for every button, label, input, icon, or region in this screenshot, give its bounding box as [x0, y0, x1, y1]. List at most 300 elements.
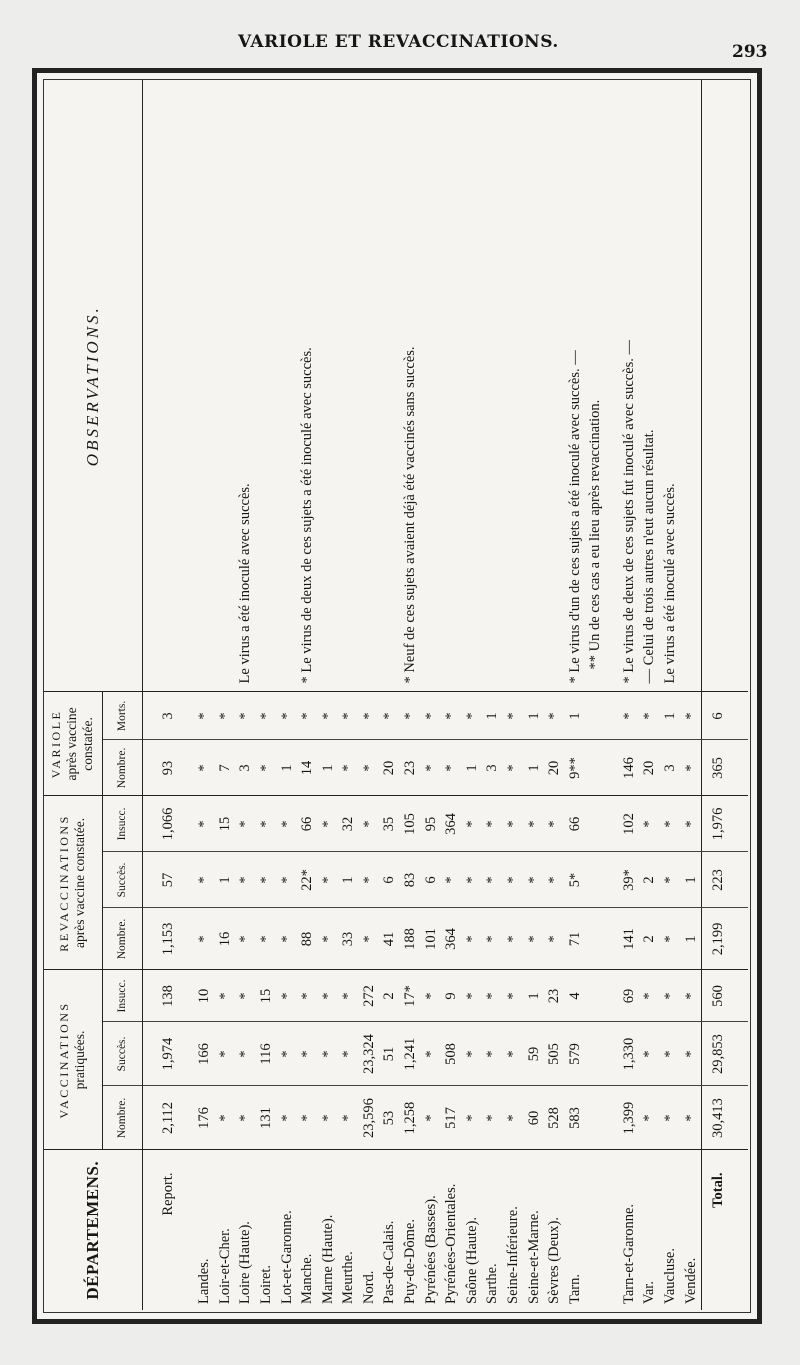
- value-cell: *: [640, 970, 661, 1022]
- value-cell: 14: [297, 740, 318, 796]
- value-cell: *: [503, 692, 524, 740]
- value-cell: *: [483, 796, 504, 852]
- value-cell: 6: [380, 852, 401, 908]
- spacer-row: [735, 80, 748, 1310]
- value-cell: 101: [421, 908, 442, 970]
- value-cell: *: [660, 970, 681, 1022]
- value-cell: 365: [702, 740, 735, 796]
- table-row: [380, 80, 401, 1310]
- value-cell: 505: [544, 1022, 565, 1086]
- value-cell: 138: [156, 970, 182, 1022]
- departement-name: Loir-et-Cher.: [215, 1150, 236, 1310]
- table-row: [503, 80, 524, 1310]
- table-row: [441, 80, 462, 1310]
- value-cell: *: [503, 1086, 524, 1150]
- value-cell: *: [503, 970, 524, 1022]
- value-cell: 3: [483, 740, 504, 796]
- value-cell: *: [681, 740, 702, 796]
- value-cell: *: [215, 692, 236, 740]
- value-cell: *: [462, 796, 483, 852]
- departement-name: Var.: [640, 1150, 661, 1310]
- col-vacc-insucc: Insucc.: [102, 970, 142, 1022]
- value-cell: 66: [565, 796, 586, 852]
- running-head-title: VARIOLE ET REVACCINATIONS.: [238, 32, 559, 52]
- value-cell: 3: [156, 692, 182, 740]
- value-cell: *: [660, 852, 681, 908]
- value-cell: *: [236, 1086, 257, 1150]
- value-cell: 39*: [619, 852, 640, 908]
- value-cell: *: [277, 796, 298, 852]
- value-cell: *: [503, 852, 524, 908]
- value-cell: *: [359, 908, 380, 970]
- table-row: [421, 80, 442, 1310]
- value-cell: 146: [619, 740, 640, 796]
- value-cell: *: [421, 692, 442, 740]
- value-cell: *: [462, 1086, 483, 1150]
- value-cell: 5*: [565, 852, 586, 908]
- observation-cell: [256, 80, 277, 692]
- value-cell: *: [256, 740, 277, 796]
- value-cell: *: [681, 796, 702, 852]
- value-cell: *: [215, 1022, 236, 1086]
- value-cell: 6: [702, 692, 735, 740]
- spacer-row: [182, 80, 195, 1310]
- value-cell: *: [297, 1086, 318, 1150]
- value-cell: 579: [565, 1022, 586, 1086]
- value-cell: 22*: [297, 852, 318, 908]
- value-cell: *: [339, 1022, 360, 1086]
- value-cell: *: [421, 1022, 442, 1086]
- value-cell: 7: [215, 740, 236, 796]
- value-cell: 57: [156, 852, 182, 908]
- value-cell: 51: [380, 1022, 401, 1086]
- value-cell: 1: [660, 692, 681, 740]
- value-cell: *: [380, 692, 401, 740]
- value-cell: 10: [195, 970, 216, 1022]
- observation-cell: * Le virus de deux de ces sujets a été inoculé avec succès.: [297, 80, 318, 692]
- value-cell: *: [195, 692, 216, 740]
- value-cell: *: [359, 796, 380, 852]
- page-number: 293: [732, 42, 768, 62]
- table-row: [524, 80, 545, 1310]
- value-cell: 188: [400, 908, 421, 970]
- value-cell: *: [503, 740, 524, 796]
- departement-name: Puy-de-Dôme.: [400, 1150, 421, 1310]
- value-cell: *: [256, 852, 277, 908]
- value-cell: 1,241: [400, 1022, 421, 1086]
- value-cell: *: [640, 692, 661, 740]
- value-cell: *: [660, 1086, 681, 1150]
- departement-name: Nord.: [359, 1150, 380, 1310]
- value-cell: *: [524, 796, 545, 852]
- value-cell: 17*: [400, 970, 421, 1022]
- value-cell: 131: [256, 1086, 277, 1150]
- value-cell: 1,258: [400, 1086, 421, 1150]
- value-cell: 30,413: [702, 1086, 735, 1150]
- col-revacc-succes: Succès.: [102, 852, 142, 908]
- value-cell: 1: [524, 740, 545, 796]
- observation-cell: [702, 80, 735, 692]
- value-cell: *: [503, 908, 524, 970]
- value-cell: 1: [318, 740, 339, 796]
- value-cell: *: [318, 1022, 339, 1086]
- value-cell: *: [524, 852, 545, 908]
- col-revacc-nombre: Nombre.: [102, 908, 142, 970]
- col-vacc-nombre: Nombre.: [102, 1086, 142, 1150]
- value-cell: *: [256, 796, 277, 852]
- departement-name: Tarn-et-Garonne.: [619, 1150, 640, 1310]
- value-cell: 71: [565, 908, 586, 970]
- departement-name: Sarthe.: [483, 1150, 504, 1310]
- revaccinations-header: REVACCINATIONS après vaccine constatée.: [44, 796, 102, 970]
- value-cell: *: [256, 692, 277, 740]
- value-cell: 35: [380, 796, 401, 852]
- value-cell: 364: [441, 908, 462, 970]
- spacer-row: [142, 80, 156, 1310]
- observation-cell: * Le virus d'un de ces sujets a été inoculé avec succès. —: [565, 80, 586, 692]
- departement-name: Pyrénées (Basses).: [421, 1150, 442, 1310]
- departement-name: Vaucluse.: [660, 1150, 681, 1310]
- observation-cell: [195, 80, 216, 692]
- value-cell: *: [195, 796, 216, 852]
- table-row: [681, 80, 702, 1310]
- value-cell: 1,976: [702, 796, 735, 852]
- value-cell: 3: [236, 740, 257, 796]
- value-cell: *: [544, 796, 565, 852]
- value-cell: *: [318, 908, 339, 970]
- value-cell: *: [339, 692, 360, 740]
- value-cell: *: [236, 970, 257, 1022]
- value-cell: 166: [195, 1022, 216, 1086]
- value-cell: 33: [339, 908, 360, 970]
- value-cell: *: [339, 1086, 360, 1150]
- table-row: [640, 80, 661, 1310]
- departement-name: Seine-Inférieure.: [503, 1150, 524, 1310]
- value-cell: *: [421, 970, 442, 1022]
- value-cell: *: [339, 740, 360, 796]
- value-cell: 2: [380, 970, 401, 1022]
- departement-name: Loiret.: [256, 1150, 277, 1310]
- value-cell: *: [215, 970, 236, 1022]
- value-cell: *: [318, 1086, 339, 1150]
- departement-name: Saône (Haute).: [462, 1150, 483, 1310]
- value-cell: 16: [215, 908, 236, 970]
- value-cell: *: [660, 908, 681, 970]
- departement-name: Meurthe.: [339, 1150, 360, 1310]
- value-cell: *: [236, 1022, 257, 1086]
- value-cell: *: [277, 1022, 298, 1086]
- observation-cell: [503, 80, 524, 692]
- value-cell: *: [483, 908, 504, 970]
- observation-cell: Le virus a été inoculé avec succès.: [660, 80, 681, 692]
- table-row: [544, 80, 565, 1310]
- value-cell: *: [462, 692, 483, 740]
- value-cell: *: [215, 1086, 236, 1150]
- value-cell: 23,596: [359, 1086, 380, 1150]
- value-cell: 1: [277, 740, 298, 796]
- value-cell: *: [462, 852, 483, 908]
- value-cell: *: [441, 852, 462, 908]
- departement-name: Pas-de-Calais.: [380, 1150, 401, 1310]
- value-cell: *: [441, 692, 462, 740]
- value-cell: *: [297, 970, 318, 1022]
- value-cell: 116: [256, 1022, 277, 1086]
- value-cell: *: [421, 1086, 442, 1150]
- value-cell: 364: [441, 796, 462, 852]
- value-cell: 23: [400, 740, 421, 796]
- total-row: [702, 80, 735, 1310]
- value-cell: *: [462, 970, 483, 1022]
- value-cell: *: [318, 852, 339, 908]
- value-cell: *: [503, 1022, 524, 1086]
- value-cell: *: [195, 908, 216, 970]
- value-cell: *: [524, 908, 545, 970]
- value-cell: *: [400, 692, 421, 740]
- table-row: [462, 80, 483, 1310]
- observation-cell: — Celui de trois autres n'eut aucun résultat.: [640, 80, 661, 692]
- value-cell: 2,199: [702, 908, 735, 970]
- value-cell: *: [318, 796, 339, 852]
- table-row: [359, 80, 380, 1310]
- value-cell: 176: [195, 1086, 216, 1150]
- value-cell: 29,853: [702, 1022, 735, 1086]
- departement-name: Pyrénées-Orientales.: [441, 1150, 462, 1310]
- value-cell: 32: [339, 796, 360, 852]
- value-cell: 15: [256, 970, 277, 1022]
- value-cell: 95: [421, 796, 442, 852]
- value-cell: 9**: [565, 740, 586, 796]
- value-cell: 1,399: [619, 1086, 640, 1150]
- departement-name: Landes.: [195, 1150, 216, 1310]
- value-cell: *: [359, 692, 380, 740]
- value-cell: *: [483, 852, 504, 908]
- value-cell: 41: [380, 908, 401, 970]
- value-cell: 141: [619, 908, 640, 970]
- value-cell: 23: [544, 970, 565, 1022]
- value-cell: 4: [565, 970, 586, 1022]
- departement-name: Manche.: [297, 1150, 318, 1310]
- running-header: [0, 30, 800, 64]
- observation-cell: [277, 80, 298, 692]
- observation-cell: [483, 80, 504, 692]
- table-row: [565, 80, 586, 1310]
- value-cell: 1,330: [619, 1022, 640, 1086]
- value-cell: *: [483, 1022, 504, 1086]
- table-row: [400, 80, 421, 1310]
- value-cell: 83: [400, 852, 421, 908]
- departement-name: Seine-et-Marne.: [524, 1150, 545, 1310]
- value-cell: *: [681, 1022, 702, 1086]
- value-cell: 1: [681, 908, 702, 970]
- value-cell: 2: [640, 908, 661, 970]
- value-cell: *: [503, 796, 524, 852]
- value-cell: 583: [565, 1086, 586, 1150]
- value-cell: 1: [565, 692, 586, 740]
- col-vacc-succes: Succès.: [102, 1022, 142, 1086]
- value-cell: *: [277, 1086, 298, 1150]
- value-cell: 560: [702, 970, 735, 1022]
- value-cell: 1: [462, 740, 483, 796]
- table-row: [619, 80, 640, 1310]
- value-cell: *: [339, 970, 360, 1022]
- value-cell: *: [297, 1022, 318, 1086]
- value-cell: 1: [524, 970, 545, 1022]
- value-cell: 1: [483, 692, 504, 740]
- value-cell: *: [640, 1022, 661, 1086]
- table-row: [660, 80, 681, 1310]
- spacer-row: [606, 80, 619, 1310]
- departement-name: Report.: [156, 1150, 182, 1310]
- rotated-table: [44, 80, 748, 1310]
- value-cell: *: [318, 970, 339, 1022]
- value-cell: 1: [524, 692, 545, 740]
- value-cell: 20: [544, 740, 565, 796]
- table-row: [195, 80, 216, 1310]
- observation-cell: [462, 80, 483, 692]
- value-cell: *: [277, 970, 298, 1022]
- observation-continuation: ** Un de ces cas a eu lieu après revaccination.: [585, 80, 606, 692]
- observation-cell: * Neuf de ces sujets avaient déjà été vaccinés sans succès.: [400, 80, 421, 692]
- report-row: [156, 80, 182, 1310]
- value-cell: 517: [441, 1086, 462, 1150]
- value-cell: 528: [544, 1086, 565, 1150]
- value-cell: *: [544, 692, 565, 740]
- departement-name: Sèvres (Deux).: [544, 1150, 565, 1310]
- value-cell: 6: [421, 852, 442, 908]
- departement-name: Lot-et-Garonne.: [277, 1150, 298, 1310]
- departements-header: DÉPARTEMENS.: [44, 1150, 142, 1310]
- table-row: [339, 80, 360, 1310]
- variole-header: VARIOLE après vaccine constatée.: [44, 692, 102, 796]
- table-row: [277, 80, 298, 1310]
- table-row: [483, 80, 504, 1310]
- value-cell: *: [256, 908, 277, 970]
- value-cell: 66: [297, 796, 318, 852]
- value-cell: 1: [215, 852, 236, 908]
- value-cell: *: [277, 908, 298, 970]
- value-cell: 15: [215, 796, 236, 852]
- value-cell: *: [421, 740, 442, 796]
- value-cell: *: [462, 1022, 483, 1086]
- value-cell: *: [359, 852, 380, 908]
- value-cell: 272: [359, 970, 380, 1022]
- value-cell: *: [660, 796, 681, 852]
- value-cell: 93: [156, 740, 182, 796]
- observation-cell: * Le virus de deux de ces sujets fut inoculé avec succès. —: [619, 80, 640, 692]
- value-cell: *: [359, 740, 380, 796]
- table-row: [297, 80, 318, 1310]
- value-cell: 60: [524, 1086, 545, 1150]
- value-cell: *: [681, 692, 702, 740]
- value-cell: 1,066: [156, 796, 182, 852]
- value-cell: *: [660, 1022, 681, 1086]
- value-cell: 223: [702, 852, 735, 908]
- value-cell: 88: [297, 908, 318, 970]
- observation-cell: [681, 80, 702, 692]
- value-cell: *: [277, 692, 298, 740]
- table-row: [215, 80, 236, 1310]
- value-cell: 3: [660, 740, 681, 796]
- value-cell: 1: [681, 852, 702, 908]
- col-revacc-insucc: Insucc.: [102, 796, 142, 852]
- value-cell: *: [681, 1086, 702, 1150]
- departement-name: Loire (Haute).: [236, 1150, 257, 1310]
- departement-name: Total.: [702, 1150, 735, 1310]
- spacer-row: [585, 80, 606, 1310]
- table-frame: [32, 68, 762, 1324]
- value-cell: *: [195, 852, 216, 908]
- value-cell: 2: [640, 852, 661, 908]
- value-cell: *: [297, 692, 318, 740]
- col-variole-morts: Morts.: [102, 692, 142, 740]
- value-cell: *: [236, 692, 257, 740]
- value-cell: *: [640, 796, 661, 852]
- value-cell: *: [462, 908, 483, 970]
- value-cell: 508: [441, 1022, 462, 1086]
- value-cell: *: [681, 970, 702, 1022]
- value-cell: 53: [380, 1086, 401, 1150]
- observation-cell: [441, 80, 462, 692]
- value-cell: *: [195, 740, 216, 796]
- departement-name: Tarn.: [565, 1150, 586, 1310]
- table-body: [142, 80, 748, 1310]
- vaccinations-header: VACCINATIONS pratiquées.: [44, 970, 102, 1150]
- observation-cell: [318, 80, 339, 692]
- observation-cell: [544, 80, 565, 692]
- value-cell: 69: [619, 970, 640, 1022]
- observation-cell: [421, 80, 442, 692]
- observations-header: OBSERVATIONS.: [44, 80, 142, 692]
- value-cell: *: [441, 740, 462, 796]
- value-cell: *: [640, 1086, 661, 1150]
- value-cell: *: [483, 970, 504, 1022]
- departement-name: Vendée.: [681, 1150, 702, 1310]
- observation-cell: Le virus a été inoculé avec succès.: [236, 80, 257, 692]
- value-cell: *: [544, 852, 565, 908]
- value-cell: 23,324: [359, 1022, 380, 1086]
- observation-cell: [524, 80, 545, 692]
- value-cell: 102: [619, 796, 640, 852]
- table-row: [318, 80, 339, 1310]
- value-cell: *: [483, 1086, 504, 1150]
- observation-cell: [359, 80, 380, 692]
- value-cell: *: [619, 692, 640, 740]
- value-cell: *: [236, 852, 257, 908]
- value-cell: *: [544, 908, 565, 970]
- value-cell: *: [236, 796, 257, 852]
- observation-cell: [380, 80, 401, 692]
- statistics-table: [44, 80, 748, 1310]
- value-cell: 59: [524, 1022, 545, 1086]
- departement-name: Marne (Haute).: [318, 1150, 339, 1310]
- value-cell: 2,112: [156, 1086, 182, 1150]
- observation-cell: [339, 80, 360, 692]
- value-cell: 105: [400, 796, 421, 852]
- value-cell: *: [318, 692, 339, 740]
- value-cell: 1,974: [156, 1022, 182, 1086]
- table-row: [256, 80, 277, 1310]
- value-cell: 20: [640, 740, 661, 796]
- value-cell: *: [277, 852, 298, 908]
- value-cell: *: [236, 908, 257, 970]
- observation-cell: [215, 80, 236, 692]
- value-cell: 9: [441, 970, 462, 1022]
- table-header: [44, 80, 142, 1310]
- value-cell: 1: [339, 852, 360, 908]
- observation-cell: [156, 80, 182, 692]
- table-row: [236, 80, 257, 1310]
- value-cell: 1,153: [156, 908, 182, 970]
